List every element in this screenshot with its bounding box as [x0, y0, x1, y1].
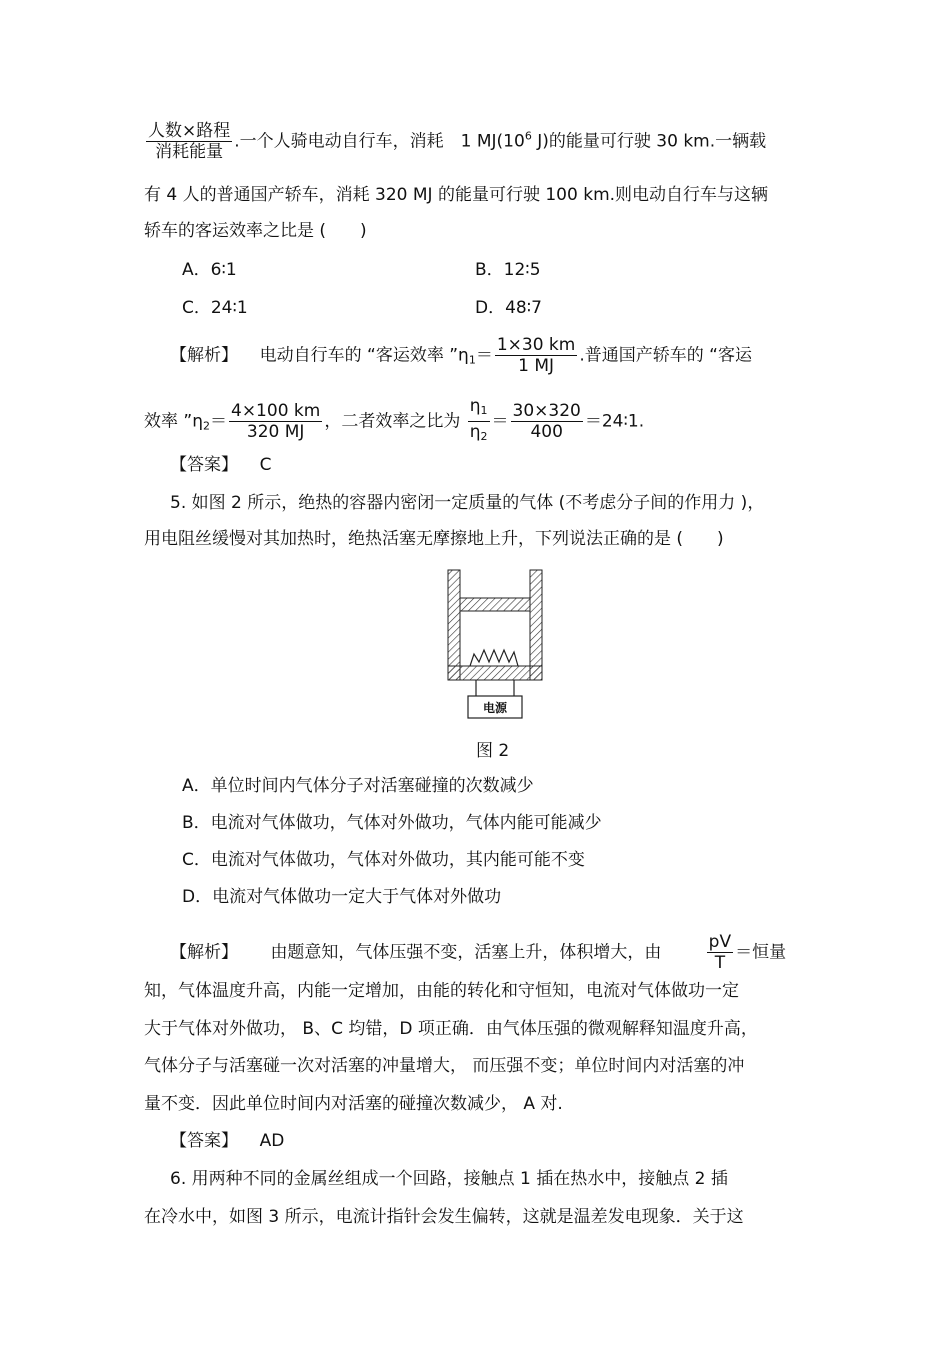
q5-answer: [170, 1130, 284, 1152]
q4-analysis-line-2: 效率 $”\eta_2=$ $\frac{4\times 100 km}{320 MJ}$ ，二者效率之比为 $\frac{\eta_1}{\eta_2}$ ＝ $\frac{30\times 320}{400}$ ＝24∶1.: [144, 396, 644, 447]
intro-line-1: $\frac{\text{人数×路程}}{\text{消耗能量}}$ .一个人骑电动自行车，消耗 1 $MJ(10^6$ J)的能量可行驶 30 km.一辆载: [148, 121, 767, 162]
analysis-label: 【解析】: [170, 345, 238, 366]
q4-option-b: B．12∶5: [475, 260, 541, 280]
q5-analysis-line-4: 气体分子与活塞碰一次对活塞的冲量增大， 而压强不变；单位时间内对活塞的冲: [144, 1056, 745, 1076]
figure-caption: 图 2: [476, 741, 510, 761]
answer-value: C: [259, 455, 272, 475]
figure-container-diagram: [440, 568, 550, 723]
q5-analysis-line-5: 量不变．因此单位时间内对活塞的碰撞次数减少， A 对.: [144, 1094, 563, 1114]
fraction-pv-over-t: $\frac{pV}{T}$: [708, 932, 732, 973]
power-supply-label: 电源: [482, 701, 508, 715]
fraction: $\frac{4\times 100 km}{320 MJ}$: [231, 401, 321, 442]
q5-analysis-line-1: 【解析】 由题意知，气体压强不变，活塞上升，体积增大，由 $\frac{pV}{T}$ ＝恒量: [170, 932, 787, 973]
q5-analysis-line-2: 知，气体温度升高，内能一定增加，由能的转化和守恒知，电流对气体做功一定: [144, 981, 739, 1001]
q4-analysis-line-1: 【解析】 电动自行车的 “客运效率 $”\eta_1=$ $\frac{1\times 30 km}{1 MJ}$ .普通国产轿车的 “客运: [170, 335, 752, 376]
heating-wire: [470, 650, 518, 666]
q4-option-c: C．24∶1: [182, 298, 248, 318]
q4-option-d: D．48∶7: [475, 298, 542, 318]
q5-option-c: C．电流对气体做功，气体对外做功，其内能可能不变: [182, 850, 585, 870]
q5-line-2: 用电阻丝缓慢对其加热时，绝热活塞无摩擦地上升，下列说法正确的是 ( ): [144, 529, 724, 549]
q4-answer: [170, 454, 272, 476]
container-right-wall: [530, 570, 542, 680]
intro-line-3: 轿车的客运效率之比是 ( ): [144, 221, 367, 241]
q5-option-b: B．电流对气体做功，气体对外做功，气体内能可能减少: [182, 813, 602, 833]
answer-label: 【答案】: [170, 1131, 238, 1151]
intro-line-2: 有 4 人的普通国产轿车，消耗 320 MJ 的能量可行驶 100 km.则电动自行车与这辆: [144, 185, 769, 205]
piston: [460, 598, 530, 611]
q5-option-d: D．电流对气体做功一定大于气体对外做功: [182, 887, 502, 907]
ratio-fraction: $\frac{\eta_1}{\eta_2}$: [469, 396, 488, 443]
q4-option-a: A．6∶1: [182, 260, 237, 280]
answer-label: 【答案】: [170, 455, 238, 475]
analysis-label: 【解析】: [170, 942, 238, 963]
answer-value: AD: [259, 1131, 285, 1151]
container-left-wall: [448, 570, 460, 680]
container-bottom: [448, 666, 542, 680]
fraction: $\frac{30\times 320}{400}$: [512, 401, 581, 442]
q5-analysis-line-3: 大于气体对外做功， B、C 均错，D 项正确．由气体压强的微观解释知温度升高，: [144, 1019, 758, 1039]
q5-line-1: 5. 如图 2 所示，绝热的容器内密闭一定质量的气体 (不考虑分子间的作用力 )，: [170, 493, 765, 513]
q6-line-1: 6. 用两种不同的金属丝组成一个回路，接触点 1 插在热水中，接触点 2 插: [170, 1169, 728, 1189]
fraction: $\frac{1\times 30 km}{1 MJ}$: [496, 335, 576, 376]
q6-line-2: 在冷水中，如图 3 所示，电流计指针会发生偏转，这就是温差发电现象．关于这: [144, 1207, 744, 1227]
efficiency-fraction: $\frac{\text{人数×路程}}{\text{消耗能量}}$: [148, 121, 231, 162]
q5-option-a: A．单位时间内气体分子对活塞碰撞的次数减少: [182, 776, 534, 796]
